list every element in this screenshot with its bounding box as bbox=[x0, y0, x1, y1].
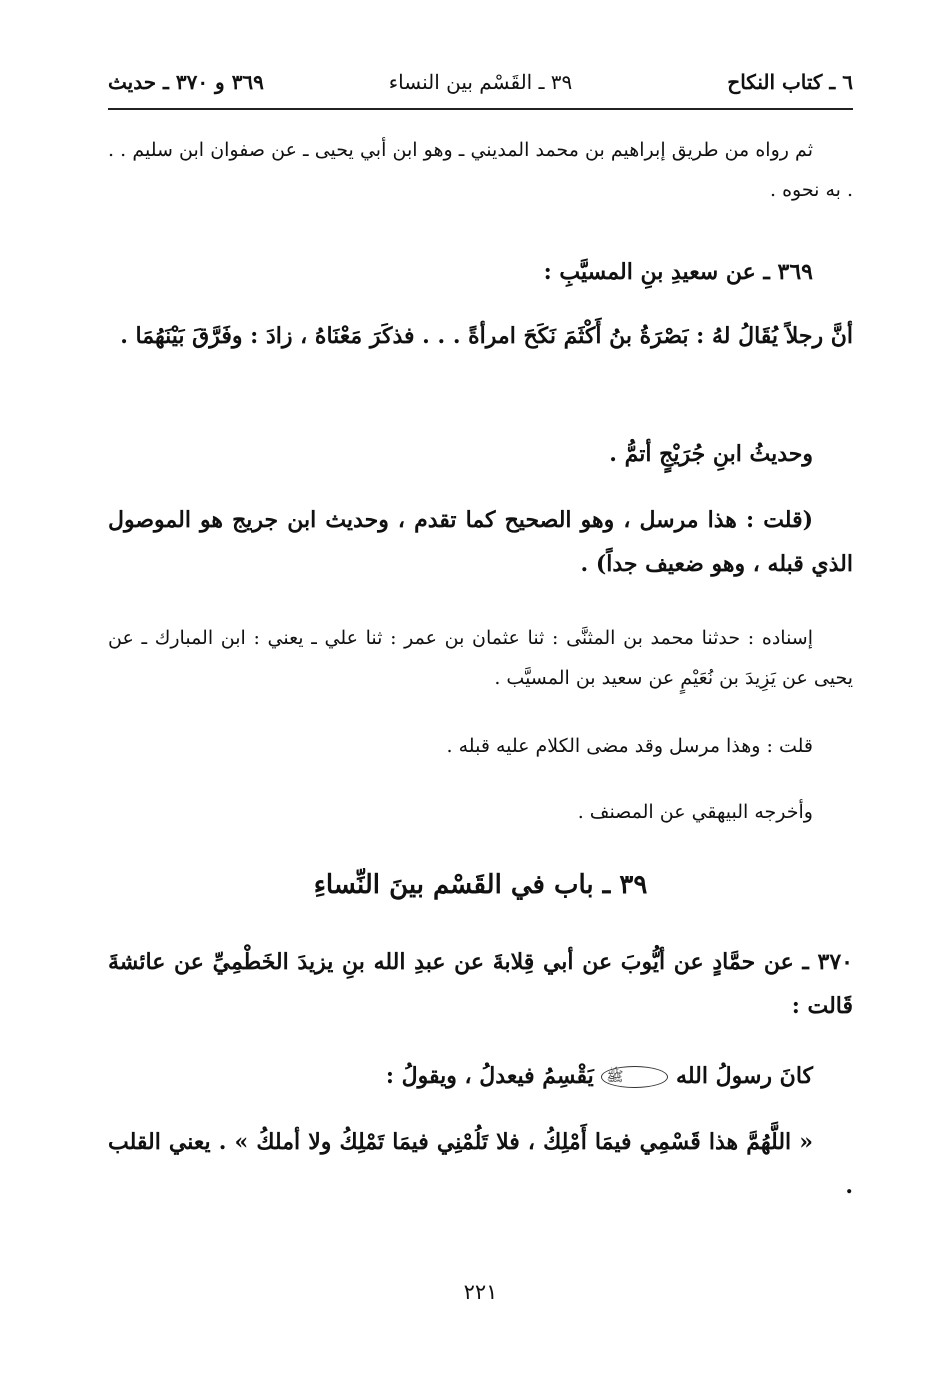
section-title: ٣٩ ـ باب في القَسْم بينَ النِّساءِ bbox=[313, 870, 648, 900]
hadith-369-heading: ٣٦٩ ـ عن سعيدِ بنِ المسيَّبِ : bbox=[543, 259, 813, 285]
paragraph-transmission-note: ثم رواه من طريق إبراهيم بن محمد المديني ـ وهو ابن أبي يحيى ـ عن صفوان ابن سليم . . . به نحوه . bbox=[108, 139, 853, 201]
hadith-370-text-end: يَقْسِمُ فيعدلُ ، ويقولُ : bbox=[385, 1063, 594, 1089]
book-page bbox=[108, 64, 853, 1334]
hadith-369-text: أنَّ رجلاً يُقَالُ لهُ : بَصْرَةُ بنُ أَكْثَمَ نَكَحَ امرأةً . . . فذكَرَ مَعْنَاهُ ، زادَ : وفَرَّقَ بَيْنَهُمَا . bbox=[120, 323, 853, 349]
header-divider bbox=[108, 108, 853, 110]
salawat-honorific-icon: ﷺ bbox=[601, 1066, 668, 1088]
header-book-title: ٦ ـ كتاب النكاح bbox=[727, 70, 853, 94]
header-hadith-numbers: ٣٦٩ و ٣٧٠ ـ حديث bbox=[108, 70, 264, 94]
hadith-370-text-start: كانَ رسولُ الله bbox=[676, 1063, 813, 1089]
commentary-qult-2: قلت : وهذا مرسل وقد مضى الكلام عليه قبله . bbox=[446, 735, 813, 757]
header-chapter-title: ٣٩ ـ القَسْم بين النساء bbox=[388, 70, 573, 94]
takhrij-note: وأخرجه البيهقي عن المصنف . bbox=[577, 801, 813, 823]
hadith-370-heading: ٣٧٠ ـ عن حمَّادٍ عن أيُّوبَ عن أبي قِلابةَ عن عبدِ الله بنِ يزيدَ الخَطْمِيِّ عن عائشةَ قَالت : bbox=[108, 949, 853, 1019]
isnad-paragraph: إسناده : حدثنا محمد بن المثنَّى : ثنا عثمان بن عمر : ثنا علي ـ يعني : ابن المبارك ـ عن يحيى عن يَزِيدَ بن نُعَيْمٍ عن سعيد بن المسيَّب . bbox=[108, 627, 853, 689]
page-number: ٢٢١ bbox=[463, 1280, 498, 1304]
hadith-369-note: وحديثُ ابنِ جُرَيْجٍ أتمُّ . bbox=[609, 441, 813, 467]
commentary-qult-1: (قلت : هذا مرسل ، وهو الصحيح كما تقدم ، وحديث ابن جريج هو الموصول الذي قبله ، وهو ضعيف جداً) . bbox=[108, 507, 853, 577]
hadith-370-text bbox=[108, 1054, 853, 1098]
hadith-370-dua: « اللَّهُمَّ هذا قَسْمِي فيمَا أَمْلِكُ ، فلا تَلُمْنِي فيمَا تَمْلِكُ ولا أملكُ » . يعني القلب . bbox=[108, 1129, 853, 1199]
running-header bbox=[108, 64, 853, 104]
